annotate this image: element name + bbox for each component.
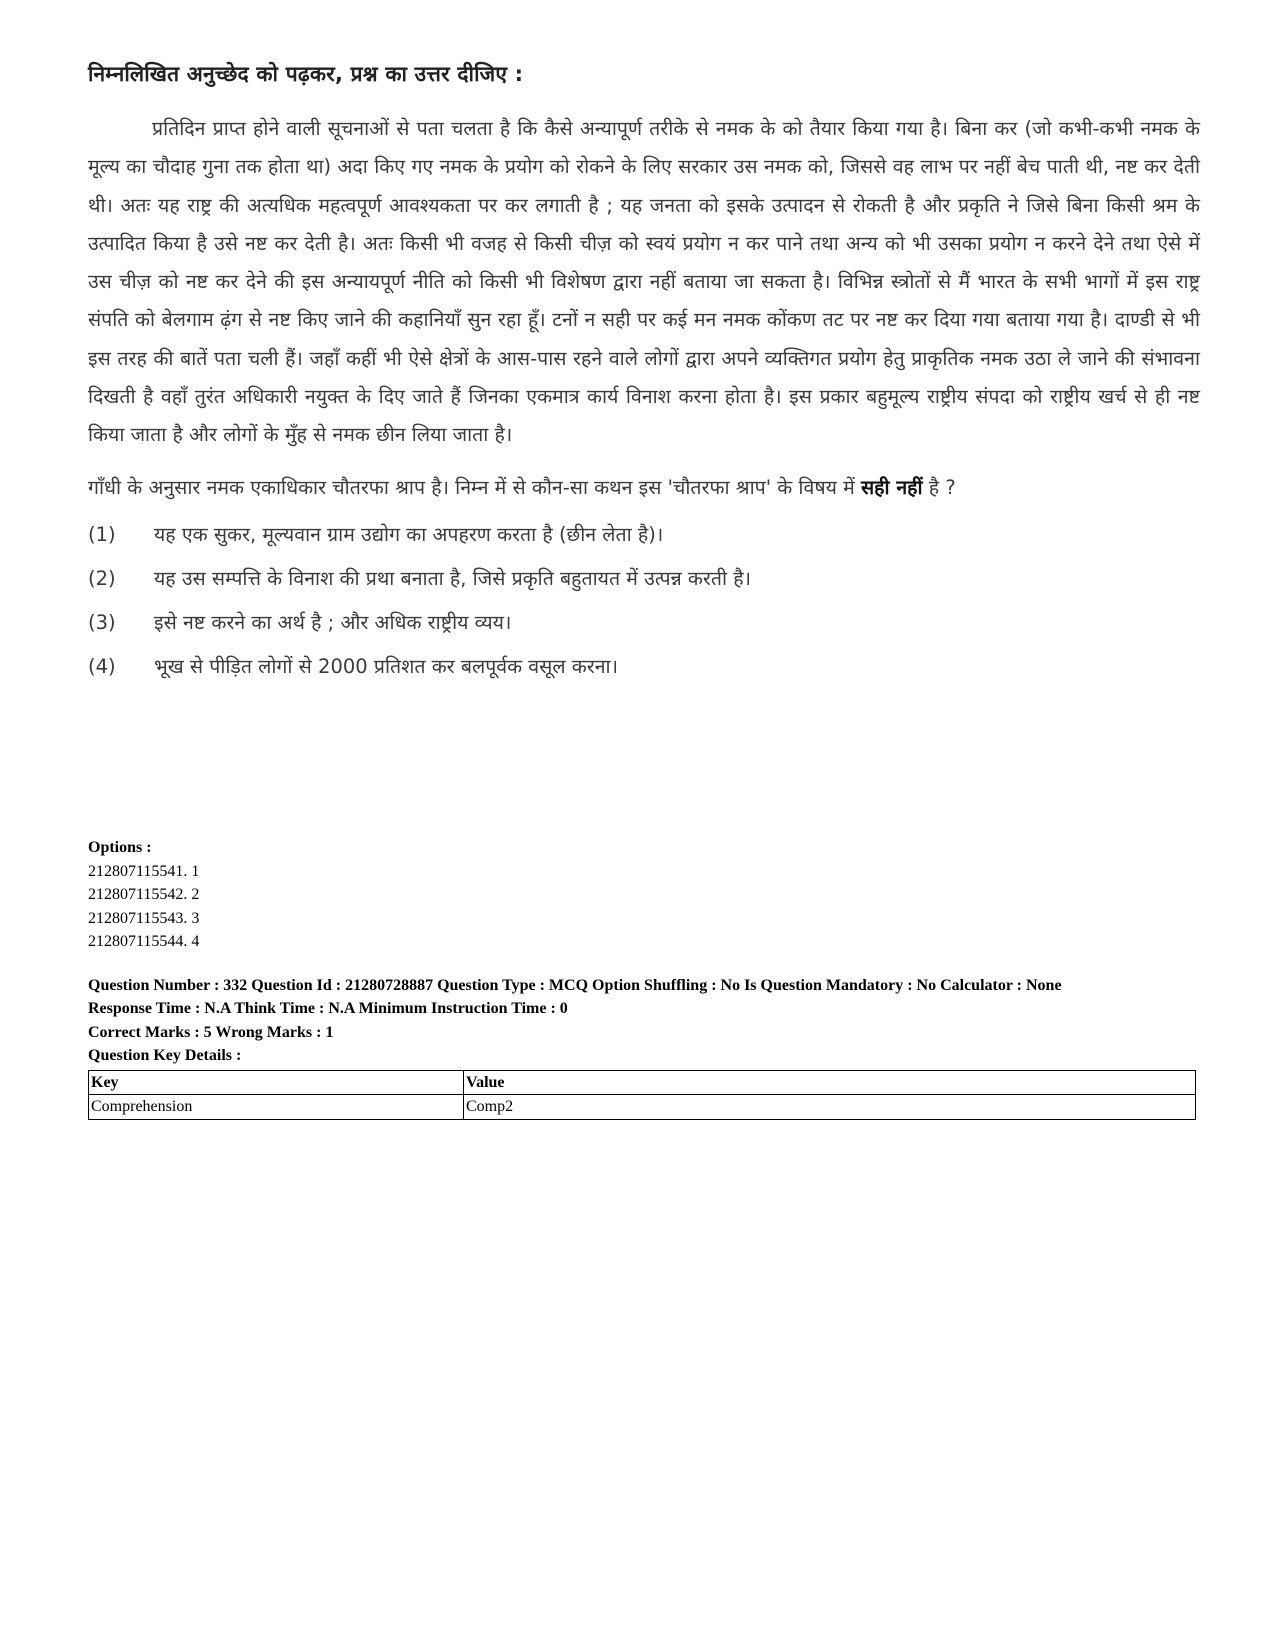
instruction-heading: निम्नलिखित अनुच्छेद को पढ़कर, प्रश्न का उत्तर दीजिए :	[88, 62, 524, 86]
question-start: गाँधी के अनुसार नमक एकाधिकार चौतरफा श्राप है। निम्न में से कौन-सा कथन इस 'चौतरफा श्राप' के विषय में	[88, 475, 855, 499]
option-item: 212807115542. 2	[88, 886, 200, 903]
key-cell: Comprehension	[89, 1095, 464, 1120]
value-cell: Comp2	[464, 1095, 1196, 1120]
option-item: 212807115543. 3	[88, 909, 200, 927]
choice-number: (3)	[88, 610, 116, 634]
option-item: 212807115544. 4	[88, 933, 200, 950]
marks-line: Correct Marks : 5 Wrong Marks : 1	[88, 1023, 334, 1041]
key-details-table	[88, 1070, 1196, 1120]
options-label: Options :	[88, 839, 152, 856]
question-info-line: Question Number : 332 Question Id : 21280728887 Question Type : MCQ Option Shuffling : No Is Question Mandatory : No Calculator : None	[88, 976, 1062, 994]
question-emphasis: सही नहीं	[860, 475, 923, 499]
passage-text: प्रतिदिन प्राप्त होने वाली सूचनाओं से पता चलता है कि कैसे अन्यापूर्ण तरीके से नमक के को तैयार किया गया है। बिना कर (जो कभी-कभी नमक के मूल्य का चौदाह गुना तक होता था) अदा किए गए नमक के प्रयोग को रोकने के लिए सरकार उस नमक को, जिससे वह लाभ पर नहीं बेच पाती थी, नष्ट कर देती थी। अतः यह राष्ट्र की अत्यधिक महत्वपूर्ण आवश्यकता पर कर लगाती है ; यह जनता को इसके उत्पादन से रोकती है और प्रकृति ने जिसे बिना किसी श्रम के उत्पादित किया है उसे नष्ट कर देती है। अतः किसी भी वजह से किसी चीज़ को स्वयं प्रयोग न कर पाने तथा अन्य को भी उसका प्रयोग न करने देने तथा ऐसे में उस चीज़ को नष्ट कर देने की इस अन्यायपूर्ण नीति को किसी भी विशेषण द्वारा नहीं बताया जा सकता है। विभिन्न स्त्रोतों से मैं भारत के सभी भागों में इस राष्ट्र संपति को बेलगाम ढ़ंग से नष्ट किए जाने की कहानियाँ सुन रहा हूँ। टनों न सही पर कई मन नमक कोंकण तट पर नष्ट कर दिया गया बताया गया है। दाण्डी से भी इस तरह की बातें पता चली हैं। जहाँ कहीं भी ऐसे क्षेत्रों के आस-पास रहने वाले लोगों द्वारा अपने व्यक्तिगत प्रयोग हेतु प्राकृतिक नमक उठा ले जाने की संभावना दिखती है वहाँ तुरंत अधिकारी नयुक्त के दिए जाते हैं जिनका एकमात्र कार्य विनाश करना होता है। इस प्रकार बहुमूल्य राष्ट्रीय संपदा को राष्ट्रीय खर्च से ही नष्ट किया जाता है और लोगों के मुँह से नमक छीन लिया जाता है।	[88, 117, 1201, 447]
choice-3	[88, 601, 1200, 645]
question-end: है ?	[928, 475, 956, 499]
value-column-header: Value	[464, 1070, 1196, 1095]
question-image	[88, 60, 1200, 689]
choice-text: यह उस सम्पत्ति के विनाश की प्रथा बनाता है, जिसे प्रकृति बहुतायत में उत्पन्न करती है।	[154, 566, 751, 590]
timing-info-line: Response Time : N.A Think Time : N.A Minimum Instruction Time : 0	[88, 1000, 568, 1017]
key-details-label: Question Key Details :	[88, 1047, 242, 1064]
choice-text: भूख से पीड़ित लोगों से 2000 प्रतिशत कर बलपूर्वक वसूल करना।	[154, 654, 618, 678]
option-item: 212807115541. 1	[88, 862, 200, 880]
question-text	[88, 469, 1200, 507]
choice-1	[88, 513, 1200, 557]
table-header-row	[89, 1070, 1196, 1095]
choice-number: (1)	[88, 522, 116, 546]
table-row	[89, 1095, 1196, 1120]
choice-number: (4)	[88, 654, 116, 678]
choice-4	[88, 645, 1200, 689]
choice-number: (2)	[88, 566, 116, 590]
choice-2	[88, 557, 1200, 601]
key-column-header: Key	[89, 1070, 464, 1095]
question-metadata	[88, 836, 1200, 1120]
choice-text: यह एक सुकर, मूल्यवान ग्राम उद्योग का अपहरण करता है (छीन लेता है)।	[154, 522, 664, 546]
choice-text: इसे नष्ट करने का अर्थ है ; और अधिक राष्ट्रीय व्यय।	[154, 610, 512, 634]
